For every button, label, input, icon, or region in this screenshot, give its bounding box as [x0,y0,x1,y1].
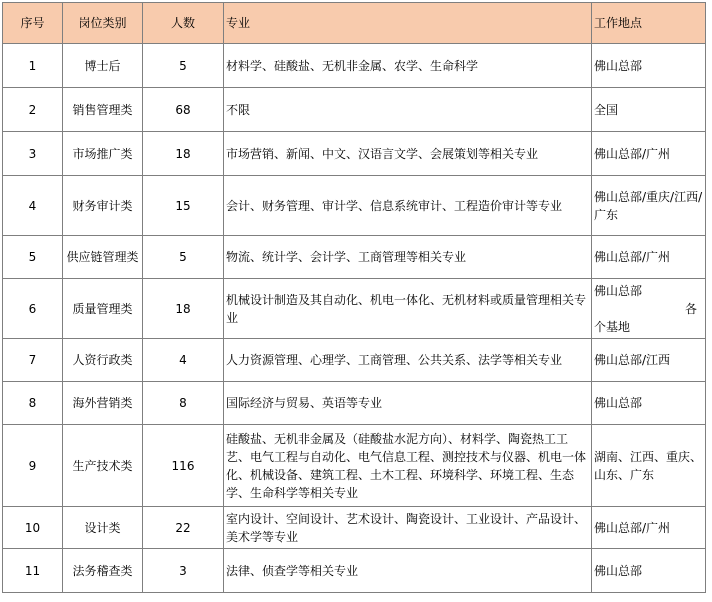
cell-location: 佛山总部/重庆/江西/广东 [592,176,706,236]
cell-category: 质量管理类 [63,279,143,339]
cell-location: 湖南、江西、重庆、山东、广东 [592,425,706,507]
cell-category: 设计类 [63,507,143,549]
cell-category: 销售管理类 [63,88,143,132]
cell-count: 8 [143,382,224,425]
cell-seq: 8 [3,382,63,425]
cell-major: 物流、统计学、会计学、工商管理等相关专业 [224,236,592,279]
cell-category: 博士后 [63,44,143,88]
table-row [3,549,706,593]
header-category: 岗位类别 [63,3,143,44]
cell-count: 68 [143,88,224,132]
cell-count: 5 [143,44,224,88]
header-location: 工作地点 [592,3,706,44]
cell-seq: 9 [3,425,63,507]
table-row [3,44,706,88]
recruitment-table [2,2,706,593]
cell-count: 18 [143,279,224,339]
cell-major: 会计、财务管理、审计学、信息系统审计、工程造价审计等专业 [224,176,592,236]
location-line: 个基地 [594,319,631,334]
cell-category: 海外营销类 [63,382,143,425]
cell-major: 法律、侦查学等相关专业 [224,549,592,593]
cell-count: 3 [143,549,224,593]
cell-seq: 2 [3,88,63,132]
cell-seq: 5 [3,236,63,279]
cell-category: 生产技术类 [63,425,143,507]
cell-major: 机械设计制造及其自动化、机电一体化、无机材料或质量管理相关专业 [224,279,592,339]
cell-location: 佛山总部 [592,549,706,593]
header-count: 人数 [143,3,224,44]
table-row [3,382,706,425]
cell-location [592,279,706,339]
cell-count: 18 [143,132,224,176]
cell-location: 佛山总部 [592,44,706,88]
cell-location: 佛山总部/广州 [592,236,706,279]
table-row [3,339,706,382]
cell-seq: 3 [3,132,63,176]
table-row [3,507,706,549]
cell-location: 佛山总部/广州 [592,132,706,176]
header-major: 专业 [224,3,592,44]
cell-major: 硅酸盐、无机非金属及（硅酸盐水泥方向）、材料学、陶瓷热工工艺、电气工程与自动化、电气信息工程、测控技术与仪器、机电一体化、机械设备、建筑工程、土木工程、环境科学、环境工程、生态学、生命科学等相关专业 [224,425,592,507]
cell-count: 4 [143,339,224,382]
cell-location: 佛山总部 [592,382,706,425]
cell-seq: 4 [3,176,63,236]
cell-seq: 11 [3,549,63,593]
table-row [3,425,706,507]
location-line: 佛山总部 [594,283,643,298]
location-line: 各 [684,301,697,316]
cell-seq: 1 [3,44,63,88]
cell-major: 不限 [224,88,592,132]
table-row [3,176,706,236]
table-row [3,88,706,132]
cell-category: 人资行政类 [63,339,143,382]
cell-count: 116 [143,425,224,507]
cell-seq: 7 [3,339,63,382]
cell-seq: 10 [3,507,63,549]
cell-major: 国际经济与贸易、英语等专业 [224,382,592,425]
cell-category: 市场推广类 [63,132,143,176]
cell-count: 15 [143,176,224,236]
cell-major: 人力资源管理、心理学、工商管理、公共关系、法学等相关专业 [224,339,592,382]
table-row [3,132,706,176]
header-row [3,3,706,44]
cell-category: 财务审计类 [63,176,143,236]
cell-location: 佛山总部/江西 [592,339,706,382]
cell-seq: 6 [3,279,63,339]
table-row [3,236,706,279]
cell-location: 佛山总部/广州 [592,507,706,549]
cell-major: 室内设计、空间设计、艺术设计、陶瓷设计、工业设计、产品设计、美术学等专业 [224,507,592,549]
cell-major: 材料学、硅酸盐、无机非金属、农学、生命科学 [224,44,592,88]
cell-count: 5 [143,236,224,279]
cell-category: 法务稽查类 [63,549,143,593]
header-seq: 序号 [3,3,63,44]
cell-major: 市场营销、新闻、中文、汉语言文学、会展策划等相关专业 [224,132,592,176]
cell-location: 全国 [592,88,706,132]
cell-category: 供应链管理类 [63,236,143,279]
cell-count: 22 [143,507,224,549]
table-row [3,279,706,339]
